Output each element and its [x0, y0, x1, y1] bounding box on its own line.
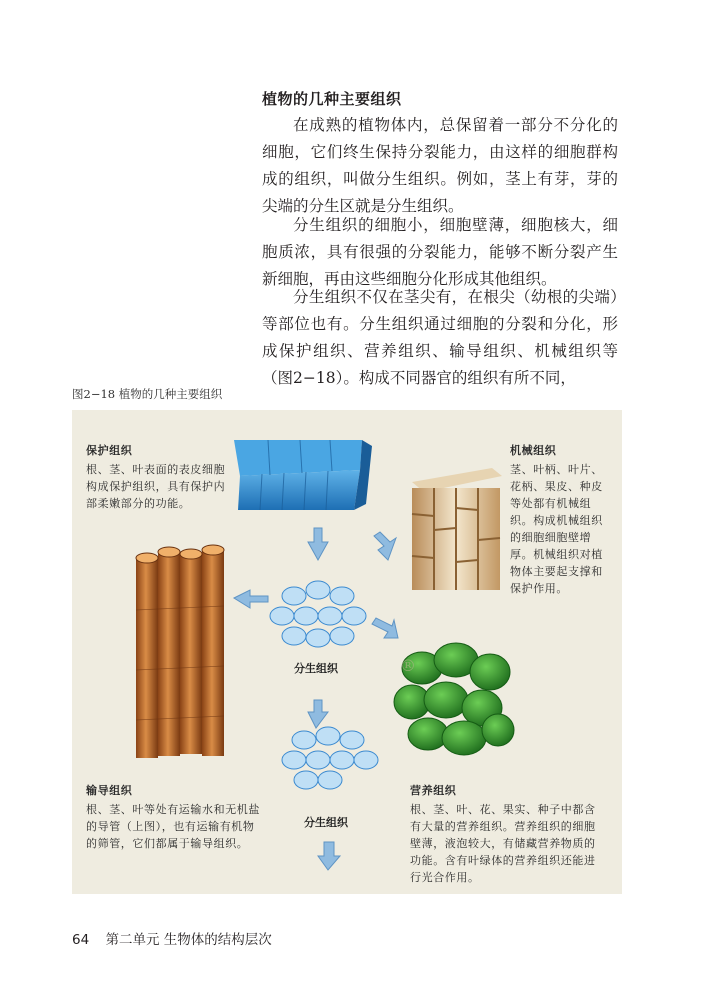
nutritive-tissue-desc: 根、茎、叶、花、果实、种子中都含有大量的营养组织。营养组织的细胞壁薄，液泡较大，有储藏营养物质的功能。含有叶绿体的营养组织还能进行光合作用。	[410, 803, 596, 884]
mechanical-tissue-text	[510, 442, 614, 597]
arrow-up-right-icon	[374, 532, 396, 560]
arrow-up-icon	[308, 528, 328, 560]
arrow-down-icon	[318, 842, 340, 870]
figure-caption: 图2−18 植物的几种主要组织	[72, 387, 223, 401]
arrow-down-right-icon	[372, 618, 398, 638]
conducting-tissue-text	[86, 782, 266, 852]
protective-tissue-desc: 根、茎、叶表面的表皮细胞构成保护组织，具有保护内部柔嫩部分的功能。	[86, 463, 226, 510]
page-number: 64	[72, 932, 90, 948]
mechanical-tissue-desc: 茎、叶柄、叶片、花柄、果皮、种皮等处都有机械组织。构成机械组织的细胞细胞壁增厚。机械组织对植物体主要起支撑和保护作用。	[510, 463, 603, 595]
nutritive-tissue-text	[410, 782, 606, 886]
conducting-tissue-illustration	[136, 545, 224, 758]
nutritive-tissue-title: 营养组织	[410, 784, 457, 797]
meristem-label: 分生组织	[294, 662, 338, 675]
unit-title: 第二单元 生物体的结构层次	[105, 932, 272, 948]
protective-tissue-title: 保护组织	[86, 444, 133, 457]
conducting-tissue-title: 输导组织	[86, 784, 133, 797]
figure-panel	[72, 410, 622, 894]
protective-tissue-illustration	[234, 440, 372, 510]
protective-tissue-text	[86, 442, 236, 512]
mechanical-tissue-illustration	[412, 468, 502, 590]
body-paragraph: 分生组织的细胞小，细胞壁薄，细胞核大，细胞质浓，具有很强的分裂能力，能够不断分裂产生新细胞，再由这些细胞分化形成其他组织。	[262, 216, 618, 288]
arrow-left-icon	[234, 590, 268, 608]
conducting-tissue-desc: 根、茎、叶等处有运输水和无机盐的导管（上图），也有运输有机物的筛管，它们都属于输导组织。	[86, 803, 260, 850]
page-footer	[72, 928, 272, 948]
meristem-label: 分生组织	[304, 816, 348, 829]
body-paragraph: 在成熟的植物体内，总保留着一部分不分化的细胞，它们终生保持分裂能力，由这样的细胞群构成的组织，叫做分生组织。例如，茎上有芽，芽的尖端的分生区就是分生组织。	[262, 116, 618, 215]
arrow-down-icon	[308, 700, 328, 728]
body-paragraph: 分生组织不仅在茎尖有，在根尖（幼根的尖端）等部位也有。分生组织通过细胞的分裂和分化，形成保护组织、营养组织、输导组织、机械组织等（图2−18）。构成不同器官的组织有所不同，	[262, 288, 618, 387]
registered-mark: ®	[400, 656, 416, 675]
mechanical-tissue-title: 机械组织	[510, 444, 557, 457]
meristem-cluster-illustration	[270, 581, 366, 647]
meristem-cluster-illustration	[282, 727, 378, 789]
section-title: 植物的几种主要组织	[262, 90, 402, 108]
